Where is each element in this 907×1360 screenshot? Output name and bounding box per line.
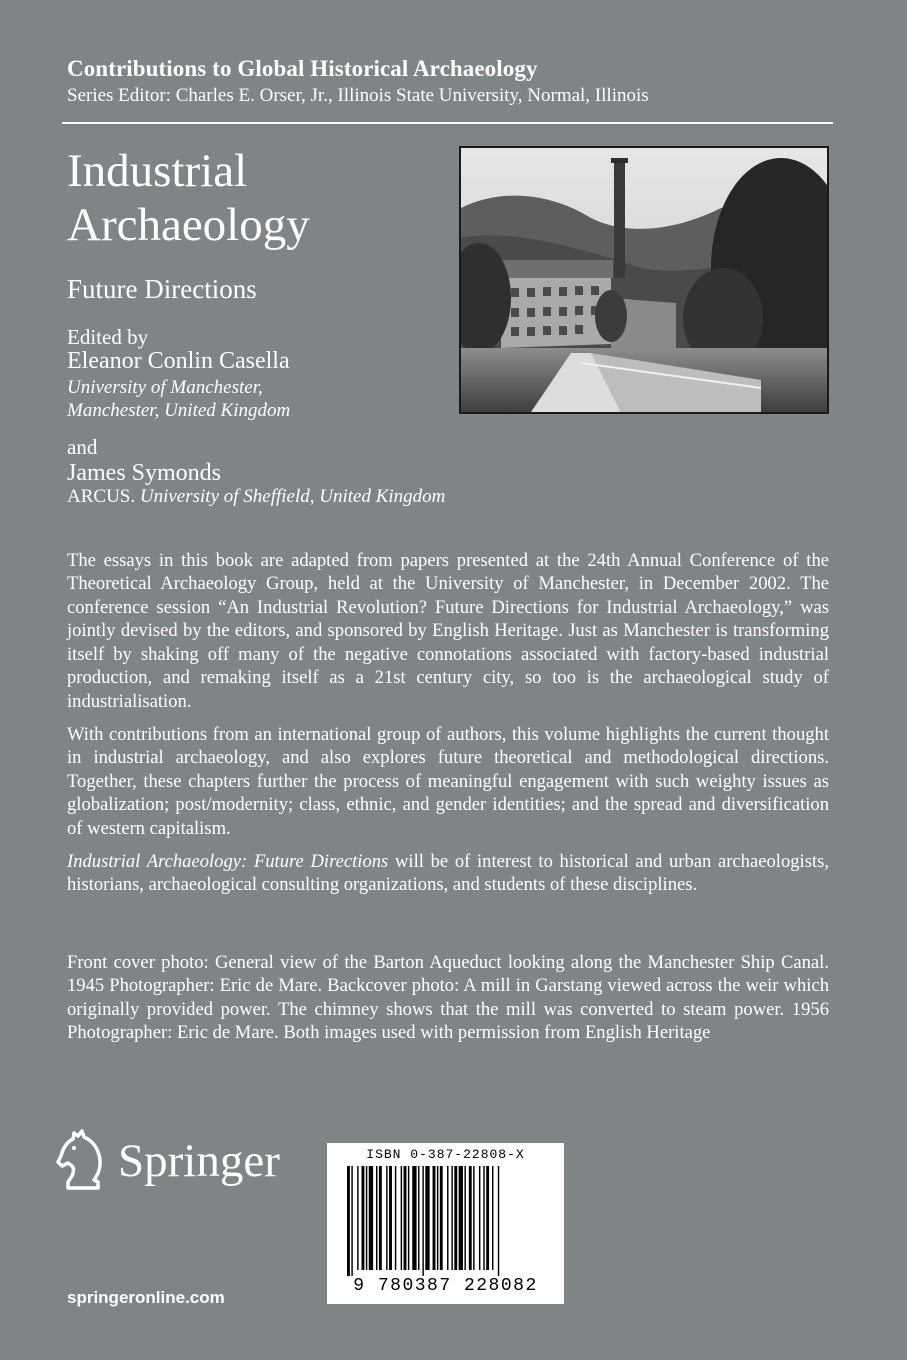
barcode-bar: [425, 1166, 429, 1270]
barcode-bar: [418, 1166, 419, 1270]
editor1-name: Eleanor Conlin Casella: [67, 348, 290, 374]
book-title-reference: Industrial Archaeology: Future Directions: [67, 850, 389, 872]
barcode-bar: [422, 1166, 423, 1276]
description-paragraph-3-text: will be of interest to historical and urban archaeologists, historians, archaeological consulting organizations, and students of these disciplines.: [67, 850, 829, 896]
barcode-bar: [437, 1166, 438, 1270]
barcode-bar: [395, 1166, 396, 1270]
barcode-bar: [412, 1166, 416, 1270]
editor2-name: James Symonds: [67, 460, 222, 486]
description-paragraph-3: [67, 850, 829, 897]
photo-credit: Front cover photo: General view of the Barton Aqueduct looking along the Manchester Ship Canal. 1945 Photographer: Eric de Mare. Backcover photo: A mill in Garstang viewed across the weir which originally provided power. The chimney shows that the mill was converted to steam power. 1956 Photographer: Eric de Mare. Both images used with permission from English Heritage: [67, 951, 829, 1044]
description-paragraph-1: The essays in this book are adapted from papers presented at the 24th Annual Conference of the Theoretical Archaeology Group, held at the University of Manchester, in December 2002. The conference session “An Industrial Revolution? Future Directions for Industrial Archaeology,” was jointly devised by the editors, and sponsored by English Heritage. Just as Manchester is transforming itself by shaking off many of the negative connotations associated with factory-based industrial production, and remaking itself as a 21st century city, so too is the archaeological study of industrialisation.: [67, 549, 829, 712]
barcode-bar: [386, 1166, 387, 1270]
barcode-bar: [473, 1166, 474, 1270]
barcode-bar: [389, 1166, 392, 1270]
barcode-bar: [492, 1166, 493, 1270]
book-title-line2: Archaeology: [67, 199, 310, 251]
barcode-bar: [376, 1166, 377, 1270]
barcode-bar: [440, 1166, 443, 1270]
edited-by-label: Edited by: [67, 325, 149, 349]
book-subtitle: Future Directions: [67, 274, 257, 304]
barcode-bar: [459, 1166, 463, 1270]
barcode-bar: [408, 1166, 409, 1270]
barcode-bar: [351, 1166, 352, 1276]
editor2-affiliation-prefix: ARCUS.: [67, 486, 136, 507]
barcode-bars: [345, 1166, 545, 1276]
description-paragraph-2: With contributions from an international group of authors, this volume highlights the current thought in industrial archaeology, and also explores future theoretical and methodological directions. Together, these chapters further the process of meaningful engagement with such weighty issues as globalization; post/modernity; class, ethnic, and gender identities; and the spread and diversification of western capitalism.: [67, 723, 829, 839]
barcode-bar: [433, 1166, 436, 1270]
isbn-text: ISBN 0-387-22808-X: [366, 1147, 525, 1162]
mill-photo: [459, 146, 829, 414]
series-title: Contributions to Global Historical Archaeology: [67, 56, 538, 81]
barcode-bar: [404, 1166, 407, 1270]
barcode: [327, 1143, 564, 1304]
barcode-bar: [451, 1166, 452, 1270]
barcode-bar: [379, 1166, 382, 1270]
barcode-bar: [498, 1166, 499, 1276]
barcode-bar: [401, 1166, 402, 1270]
springer-knight-icon: [54, 1128, 110, 1199]
editor1-affiliation-line2: Manchester, United Kingdom: [67, 400, 291, 421]
editor1-affiliation-line1: University of Manchester,: [67, 377, 263, 398]
ean-number: 9 780387 228082: [353, 1276, 538, 1296]
barcode-bar: [454, 1166, 457, 1270]
and-label: and: [67, 435, 98, 459]
editor2-affiliation: [67, 486, 445, 508]
barcode-bar: [486, 1166, 489, 1270]
editor2-affiliation-university: University of Sheffield, United Kingdom: [139, 486, 446, 507]
barcode-bar: [369, 1166, 373, 1270]
barcode-bar: [464, 1166, 465, 1270]
barcode-bar: [469, 1166, 472, 1270]
barcode-bar: [366, 1166, 367, 1270]
publisher-website[interactable]: springeronline.com: [67, 1288, 225, 1307]
mill-photo-image: [461, 148, 827, 412]
barcode-bar: [447, 1166, 448, 1270]
barcode-bar: [483, 1166, 484, 1270]
barcode-bar: [479, 1166, 480, 1270]
barcode-bar: [362, 1166, 365, 1270]
book-title-line1: Industrial: [67, 145, 248, 197]
barcode-bar: [357, 1166, 358, 1270]
series-editor: Series Editor: Charles E. Orser, Jr., Illinois State University, Normal, Illinois: [67, 85, 649, 106]
barcode-bar: [347, 1166, 350, 1276]
divider: [62, 122, 833, 124]
book-title: [67, 144, 310, 252]
springer-logo-text: Springer: [118, 1135, 280, 1187]
